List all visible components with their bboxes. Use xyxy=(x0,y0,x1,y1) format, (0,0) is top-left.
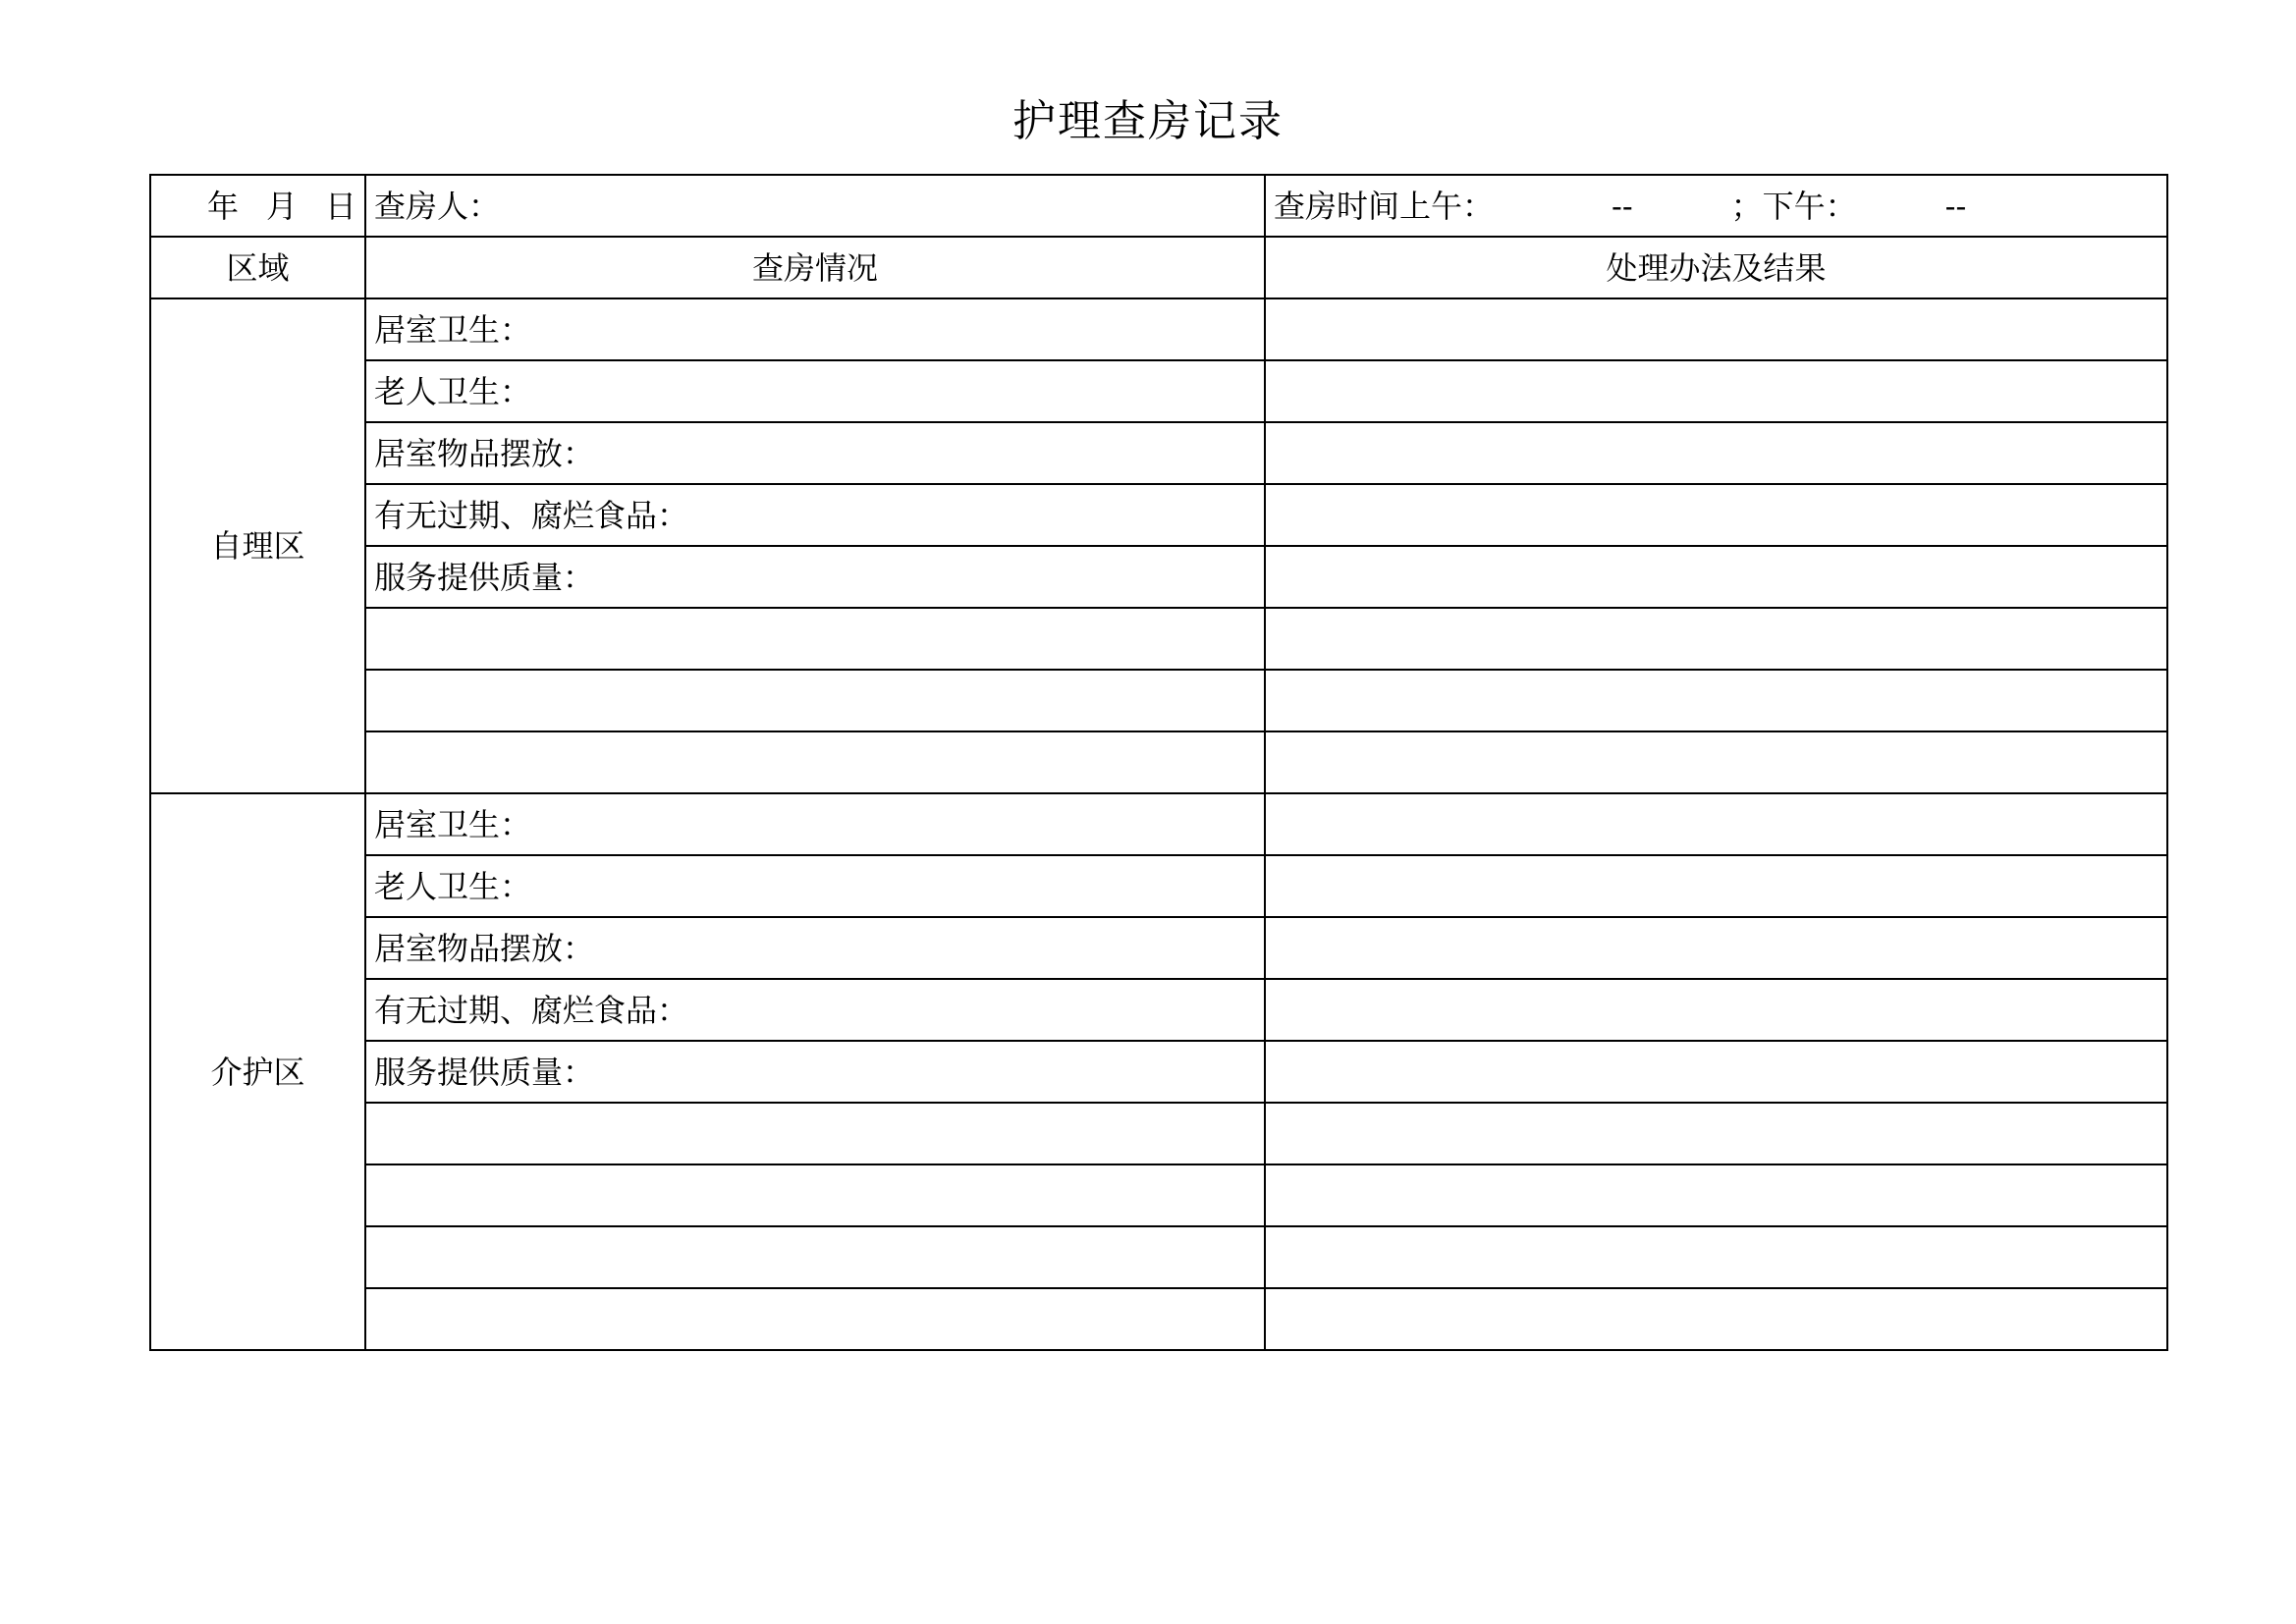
result-cell[interactable] xyxy=(1265,793,2167,855)
year-label: 年 xyxy=(206,187,239,225)
result-cell[interactable] xyxy=(1265,855,2167,917)
result-cell[interactable] xyxy=(1265,1041,2167,1103)
table-row xyxy=(150,608,2167,670)
situation-cell[interactable]: 居室卫生： xyxy=(365,793,1265,855)
page-title: 护理查房记录 xyxy=(1012,96,1284,146)
situation-cell[interactable]: 居室物品摆放： xyxy=(365,422,1265,484)
result-cell[interactable] xyxy=(1265,422,2167,484)
table-row xyxy=(150,670,2167,731)
situation-cell[interactable] xyxy=(365,1164,1265,1226)
table-row xyxy=(150,793,2167,855)
table-body xyxy=(150,175,2167,1350)
situation-cell[interactable] xyxy=(365,608,1265,670)
situation-cell[interactable]: 居室物品摆放： xyxy=(365,917,1265,979)
table-row xyxy=(150,855,2167,917)
table-row xyxy=(150,546,2167,608)
area-label: 介护区 xyxy=(150,793,365,1350)
situation-cell[interactable] xyxy=(365,1288,1265,1350)
situation-cell[interactable] xyxy=(365,1103,1265,1164)
situation-cell[interactable] xyxy=(365,670,1265,731)
situation-cell[interactable]: 老人卫生： xyxy=(365,855,1265,917)
result-cell[interactable] xyxy=(1265,360,2167,422)
am-dashes: -- xyxy=(1612,187,1633,225)
result-cell[interactable] xyxy=(1265,1164,2167,1226)
table-row xyxy=(150,731,2167,793)
pm-label: 下午： xyxy=(1762,187,1857,225)
table-row xyxy=(150,1103,2167,1164)
table-row xyxy=(150,979,2167,1041)
result-cell[interactable] xyxy=(1265,298,2167,360)
result-cell[interactable] xyxy=(1265,979,2167,1041)
table-row xyxy=(150,298,2167,360)
separator: ； xyxy=(1730,187,1763,225)
month-label: 月 xyxy=(265,187,298,225)
result-cell[interactable] xyxy=(1265,670,2167,731)
inspection-table xyxy=(149,174,2168,1351)
header-info-row xyxy=(150,175,2167,237)
result-cell[interactable] xyxy=(1265,1226,2167,1288)
pm-dashes: -- xyxy=(1944,187,1967,225)
inspector-label: 查房人： xyxy=(374,187,501,225)
table-row xyxy=(150,1041,2167,1103)
table-row xyxy=(150,1288,2167,1350)
date-cell[interactable] xyxy=(150,175,365,237)
column-header-row xyxy=(150,237,2167,298)
result-cell[interactable] xyxy=(1265,917,2167,979)
inspector-cell[interactable] xyxy=(365,175,1265,237)
table-row xyxy=(150,1226,2167,1288)
situation-cell[interactable]: 服务提供质量： xyxy=(365,546,1265,608)
situation-cell[interactable]: 居室卫生： xyxy=(365,298,1265,360)
table-row xyxy=(150,484,2167,546)
time-label: 查房时间上午： xyxy=(1274,187,1495,225)
situation-cell[interactable]: 老人卫生： xyxy=(365,360,1265,422)
situation-cell[interactable]: 服务提供质量： xyxy=(365,1041,1265,1103)
result-cell[interactable] xyxy=(1265,484,2167,546)
inspection-time-cell[interactable] xyxy=(1265,175,2167,237)
result-cell[interactable] xyxy=(1265,1288,2167,1350)
result-cell[interactable] xyxy=(1265,1103,2167,1164)
day-label: 日 xyxy=(324,187,356,225)
result-cell[interactable] xyxy=(1265,608,2167,670)
situation-cell[interactable]: 有无过期、腐烂食品： xyxy=(365,484,1265,546)
result-cell[interactable] xyxy=(1265,731,2167,793)
table-row xyxy=(150,360,2167,422)
situation-cell[interactable] xyxy=(365,1226,1265,1288)
area-label: 自理区 xyxy=(150,298,365,793)
table-row xyxy=(150,1164,2167,1226)
situation-column-header: 查房情况 xyxy=(365,237,1265,298)
result-column-header: 处理办法及结果 xyxy=(1265,237,2167,298)
area-column-header: 区域 xyxy=(150,237,365,298)
table-row xyxy=(150,917,2167,979)
table-row xyxy=(150,422,2167,484)
result-cell[interactable] xyxy=(1265,546,2167,608)
situation-cell[interactable] xyxy=(365,731,1265,793)
situation-cell[interactable]: 有无过期、腐烂食品： xyxy=(365,979,1265,1041)
